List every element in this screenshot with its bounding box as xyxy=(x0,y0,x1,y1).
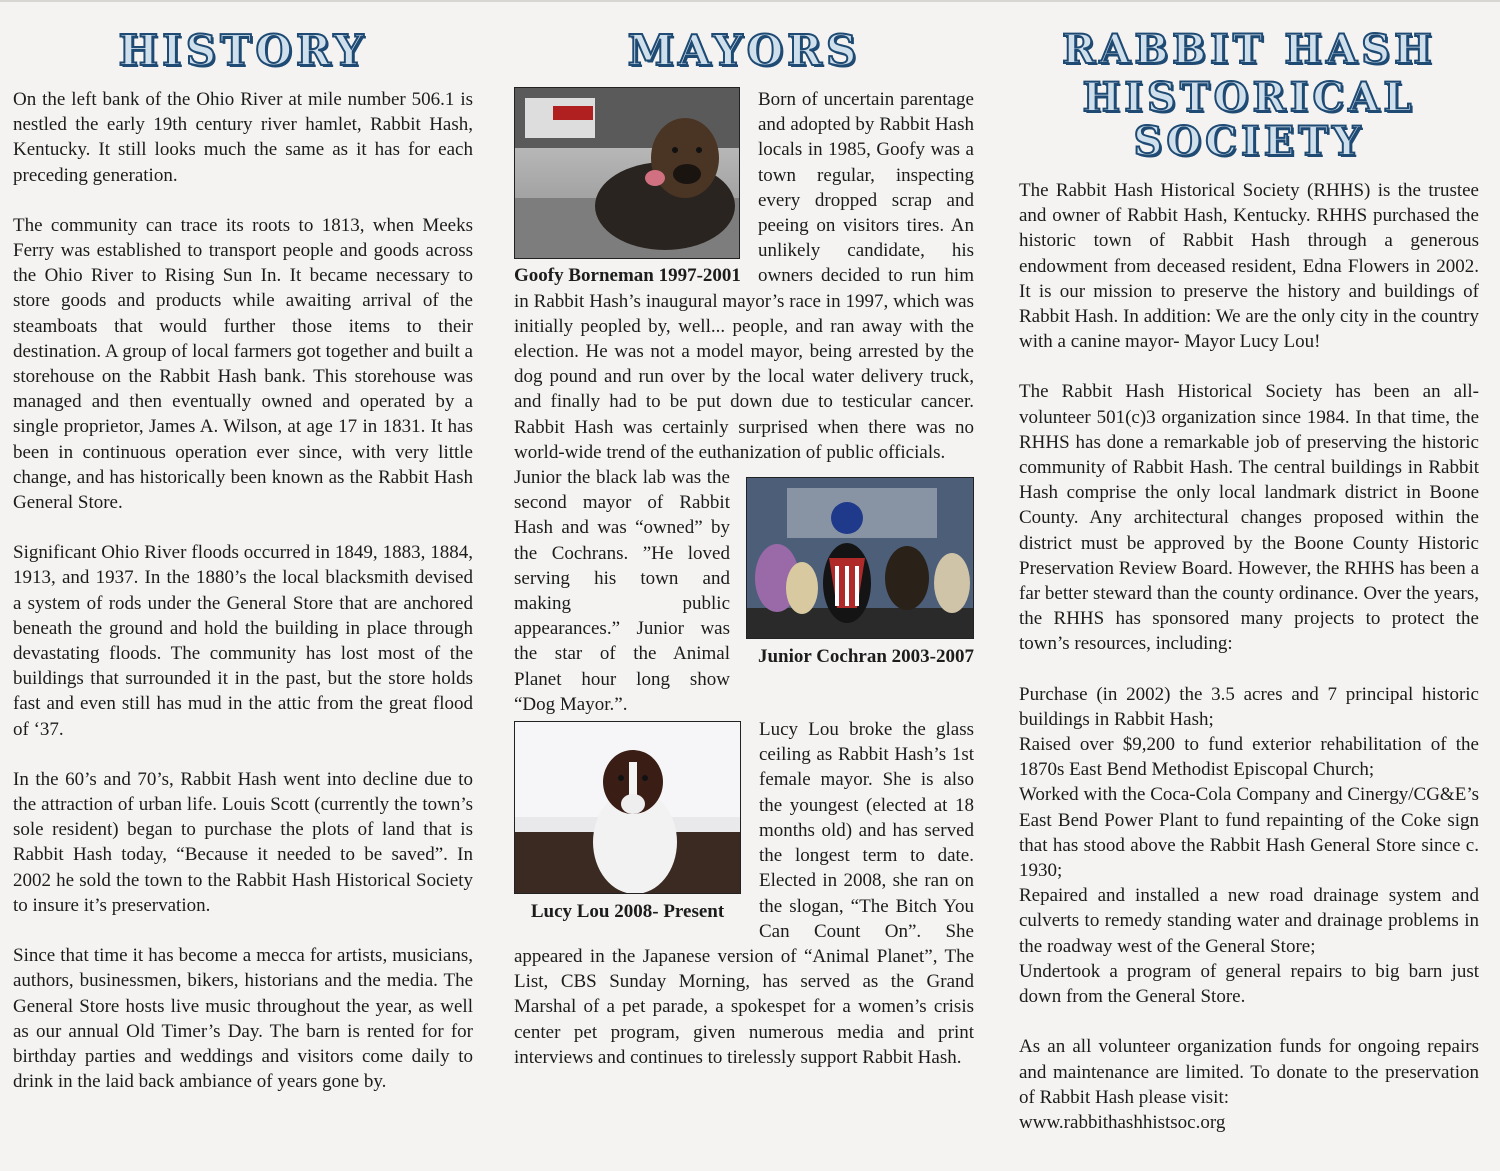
society-url-link[interactable]: www.rabbithashhistsoc.org xyxy=(1019,1111,1226,1133)
society-heading-line2: HISTORICAL SOCIETY xyxy=(1082,74,1416,165)
society-body xyxy=(1019,178,1479,1135)
society-heading-line1: RABBIT HASH xyxy=(1062,26,1436,73)
history-paragraph: On the left bank of the Ohio River at mile number 506.1 is nestled the early 19th century river hamlet, Rabbit Hash, Kentucky. It still looks much the same as it has for each preceding generation. xyxy=(13,89,473,186)
lucy-dog-image xyxy=(515,722,741,894)
goofy-caption: Goofy Borneman 1997-2001 xyxy=(514,265,741,286)
donate-text: As an all volunteer organization funds for ongoing repairs and maintenance are limited. To donate to the preservation of Rabbit Hash please visit: xyxy=(1019,1036,1479,1108)
project-item: Repaired and installed a new road drainage system and culverts to remedy standing water and drainage problems in the roadway west of the General Store; xyxy=(1019,885,1479,957)
lucy-figure xyxy=(514,721,741,924)
projects-list xyxy=(1019,682,1479,1010)
junior-bio: Junior the black lab was the second mayor of Rabbit Hash and was “owned” by the Cochrans. ”He loved serving his town and making public appearances.” Junior was the star of the Animal Planet hour long show “Dog Mayor.”. xyxy=(514,467,730,715)
goofy-photo xyxy=(514,87,740,259)
lucy-photo xyxy=(514,721,741,894)
society-paragraph: The Rabbit Hash Historical Society has been an all-volunteer 501(c)3 organization since 1984. In that time, the RHHS has done a remarkable job of preserving the historic community of Rabbit Hash. The central buildings in Rabbit Hash comprise the only local landmark district in Boone County. Any architectural changes proposed within the district must be approved by the Boone County Historic Preservation Review Board. However, the RHHS has been a far better steward than the county ordinance. Over the years, the RHHS has sponsored many projects to protect the town’s resources, including: xyxy=(1019,381,1479,655)
project-item: Raised over $9,200 to fund exterior rehabilitation of the 1870s East Bend Methodist Episcopal Church; xyxy=(1019,734,1479,781)
mayors-body xyxy=(514,87,974,1070)
history-paragraph: Since that time it has become a mecca for artists, musicians, authors, businessmen, bikers, historians and the media. The General Store hosts live music throughout the year, as well as our annual Old Timer’s Day. The barn is rented for for birthday parties and weddings and visitors come daily to drink in the laid back ambiance of years gone by. xyxy=(13,945,473,1093)
history-body xyxy=(13,87,473,1094)
project-item: Undertook a program of general repairs to big barn just down from the General Store. xyxy=(1019,960,1479,1008)
lucy-caption: Lucy Lou 2008- Present xyxy=(530,901,725,923)
junior-dogs-image xyxy=(747,478,974,639)
history-panel xyxy=(13,0,473,1171)
history-paragraph: The community can trace its roots to 1813, when Meeks Ferry was established to transport people and goods across the Ohio River to Rising Sun In. It became necessary to store goods and products while awaiting arrival of the steamboats that would further those items to their destination. A group of local farmers got together and built a storehouse on the Rabbit Hash bank. This storehouse was managed and then eventually owned and operated by a single proprietor, James A. Wilson, at age 17 in 1831. It has been in continuous operation ever since, with very little change, and has historically been known as the Rabbit Hash General Store. xyxy=(13,214,473,514)
junior-photo xyxy=(746,477,974,639)
society-paragraph: The Rabbit Hash Historical Society (RHHS) is the trustee and owner of Rabbit Hash, Kentucky. RHHS purchased the historic town of Rabbit Hash through a generous endowment from deceased resident, Edna Flowers in 2002. It is our mission to preserve the history and buildings of Rabbit Hash. In addition: We are the only city in the country with a canine mayor- Mayor Lucy Lou! xyxy=(1019,180,1479,353)
goofy-figure xyxy=(514,87,740,288)
mayors-heading: MAYORS xyxy=(627,26,861,75)
project-item: Worked with the Coca-Cola Company and Cinergy/CG&E’s East Bend Power Plant to fund repainting of the Coke sign that has stood above the Rabbit Hash General Store since c. 1930; xyxy=(1019,784,1479,882)
mayors-panel xyxy=(514,0,974,1171)
society-panel xyxy=(1019,0,1479,1171)
history-heading: HISTORY xyxy=(118,26,368,75)
lucy-bio: Lucy Lou broke the glass ceiling as Rabbit Hash’s 1st female mayor. She is also the youngest (elected at 18 months old) and has served the longest term to date. Elected in 2008, she ran on the slogan, “The Bitch You Can Count On”. She appeared in the Japanese version of “Animal Planet”, The List, CBS Sunday Morning, has served as the Grand Marshal of a pet parade, a spokespet for a women’s crisis center pet program, given numerous media and print interviews and continues to tirelessly support Rabbit Hash. xyxy=(514,719,974,1068)
project-item: Purchase (in 2002) the 3.5 acres and 7 principal historic buildings in Rabbit Hash; xyxy=(1019,683,1479,730)
goofy-bio: Born of uncertain parentage and adopted by Rabbit Hash locals in 1985, Goofy was a town regular, inspecting every dropped scrap and peeing on visitors tires. An unlikely candidate, his owners decided to run him in Rabbit Hash’s inaugural mayor’s race in 1997, which was initially peopled by, well... people, and ran away with the election. He was not a model mayor, being arrested by the dog pound and run over by the local water delivery truck, and finally had to be put down due to testicular cancer. Rabbit Hash was certainly surprised when there was no world-wide trend of the euthanization of public officials. xyxy=(514,89,974,463)
history-paragraph: In the 60’s and 70’s, Rabbit Hash went into decline due to the attraction of urban life. Louis Scott (currently the town’s sole resident) began to purchase the plots of land that is Rabbit Hash today, “Because it needed to be saved”. In 2002 he sold the town to the Rabbit Hash Historical Society to insure it’s preservation. xyxy=(13,768,473,916)
history-paragraph: Significant Ohio River floods occurred in 1849, 1883, 1884, 1913, and 1937. In the 1880’s the local blacksmith devised a system of rods under the General Store that are anchored beneath the ground and hold the building in place through devastating floods. The community has lost most of the buildings that surrounded it in the past, but the store holds fast and even still has mud in the attic from the great flood of ‘37. xyxy=(13,542,473,740)
junior-caption: Junior Cochran 2003-2007 xyxy=(757,646,974,668)
junior-figure xyxy=(746,477,974,669)
goofy-dog-image xyxy=(515,88,740,259)
